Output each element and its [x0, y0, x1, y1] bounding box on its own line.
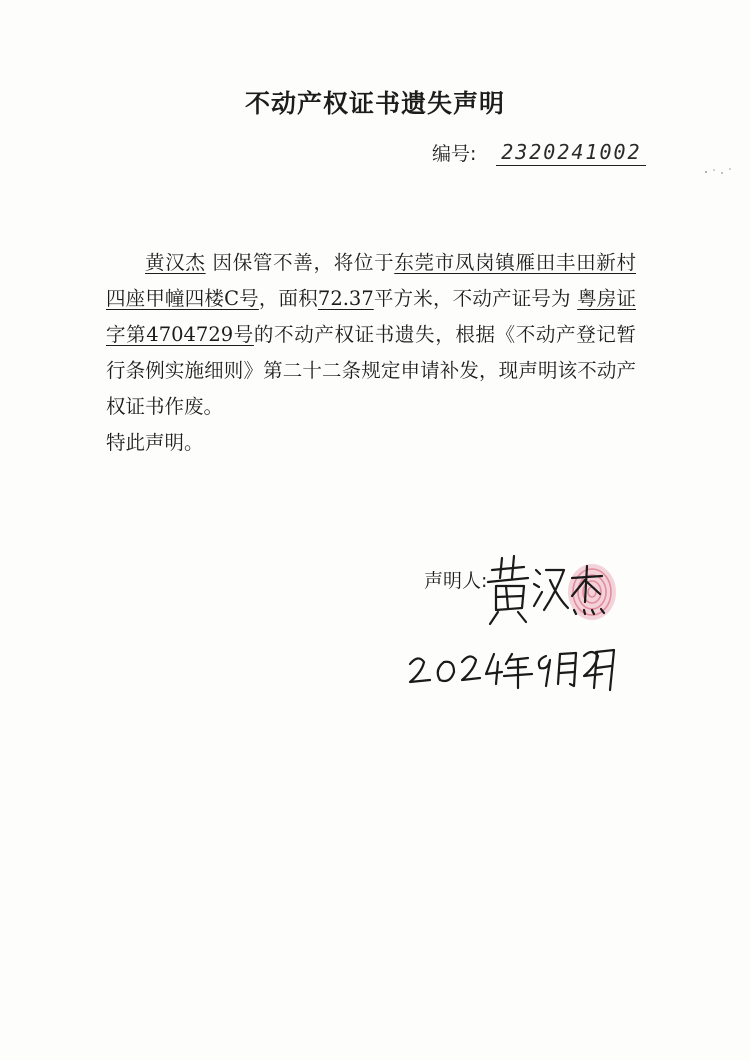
closing-text: 特此声明。 — [106, 431, 204, 454]
body-text: 的不动产权证书遗失，根据《不动产登记暂行条例实施细则》第二十二条规定申请补发，现声明该不动产权证书作废。 — [106, 323, 636, 418]
owner-name: 黄汉杰 — [145, 251, 206, 274]
body-text: 平方米，不动产证号为 — [373, 287, 571, 310]
certificate-number: 粤房证字第4704729号 — [106, 287, 636, 346]
property-address: 东莞市凤岗镇雁田丰田新村四座甲幢四楼C号 — [106, 251, 636, 310]
handwritten-date-image — [400, 640, 620, 700]
declaration-body — [106, 245, 636, 461]
serial-value: 2320241002 — [496, 140, 646, 166]
document-title: 不动产权证书遗失声明 — [244, 89, 505, 118]
serial-label: 编号: — [432, 143, 477, 165]
body-text: ，面积 — [258, 287, 318, 310]
declaration-paragraph — [106, 245, 636, 425]
serial-number — [432, 136, 646, 166]
property-area: 72.37 — [317, 287, 374, 310]
signature-image — [484, 540, 624, 630]
scan-artifact — [700, 160, 740, 180]
body-text: 因保管不善，将位于 — [212, 251, 395, 274]
declarant-label: 声明人: — [424, 570, 488, 592]
